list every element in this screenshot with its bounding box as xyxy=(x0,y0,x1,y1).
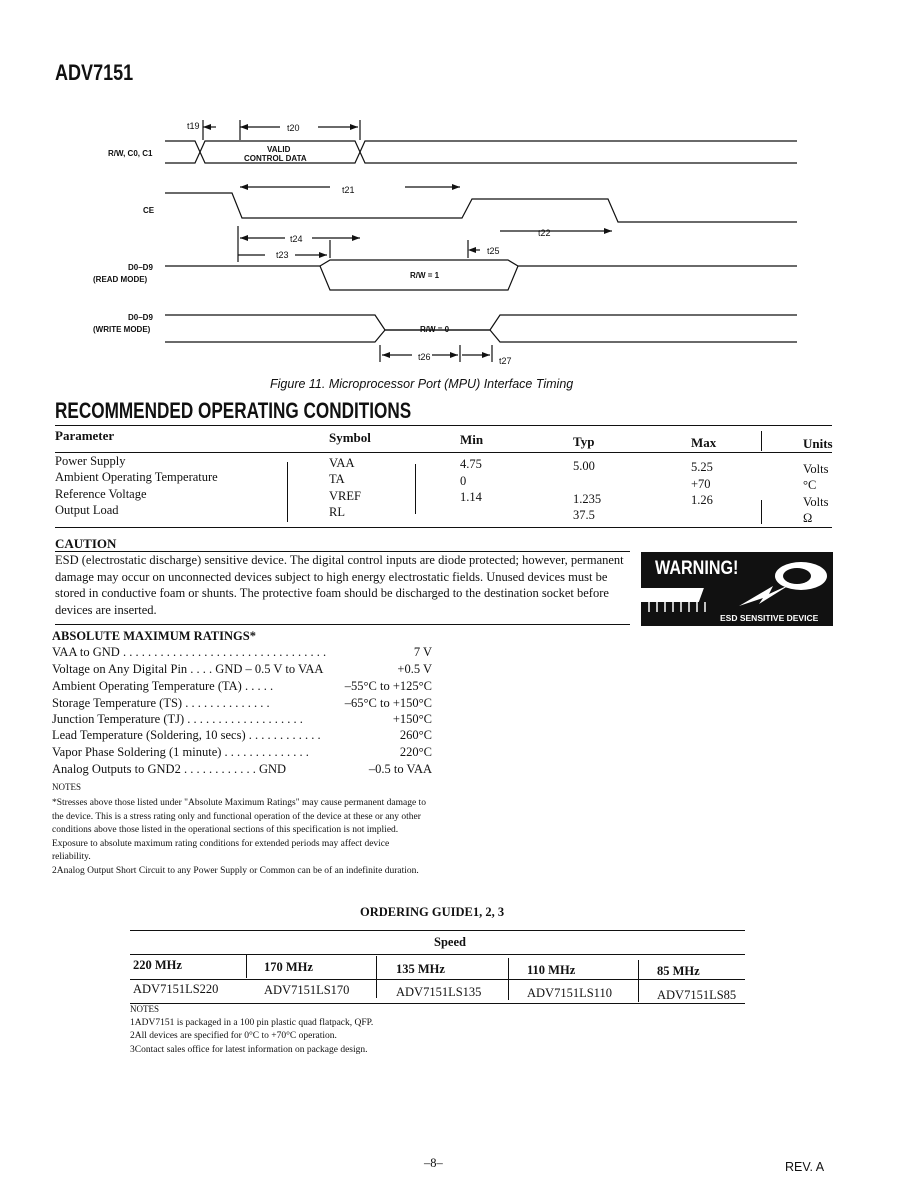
t19-label: t19 xyxy=(187,121,200,131)
roc-header-rule xyxy=(55,452,832,453)
figure-caption: Figure 11. Microprocessor Port (MPU) Interface Timing xyxy=(270,377,574,391)
roc-header-typ: Typ xyxy=(573,434,595,449)
roc-top-rule xyxy=(55,425,832,426)
roc-row-2-symbol: TA xyxy=(329,472,345,486)
amr-note-1: *Stresses above those listed under "Absolute Maximum Ratings" may cause permanent damage to the device. This is a stress rating only and functional operation of the device at these or any other conditions above those listed in the operational sections of this specification is not implied. Exposure to absolute maximum rating conditions for extended periods may affect device reliability. xyxy=(52,798,426,863)
og-notes-title: NOTES xyxy=(130,1004,159,1014)
og-speed-4: 110 MHz xyxy=(527,963,576,977)
og-speed-rule xyxy=(130,979,745,980)
og-speed-header: Speed xyxy=(434,935,466,949)
og-speed-5: 85 MHz xyxy=(657,964,700,978)
roc-row-3-typ: 1.235 xyxy=(573,492,602,506)
t26-label: t26 xyxy=(418,352,431,362)
amr-row: Vapor Phase Soldering (1 minute) . . . . . . . . . . . . . . 220°C xyxy=(52,745,432,759)
og-part-2: ADV7151LS170 xyxy=(264,983,350,997)
warning-label: WARNING! xyxy=(655,558,739,579)
valid-label-1: VALID xyxy=(267,145,291,154)
dwrite-signal-top xyxy=(165,315,797,330)
og-note-3: 3Contact sales office for latest information on package design. xyxy=(130,1044,368,1055)
dwrite-label-1: D0–D9 xyxy=(128,313,153,322)
roc-row-4-units: Ω xyxy=(803,511,813,525)
og-note-2: 2All devices are specified for 0°C to +70°C operation. xyxy=(130,1031,337,1041)
roc-row-3-units: Volts xyxy=(803,495,829,509)
roc-row-3-symbol: VREF xyxy=(329,489,361,503)
part-number-heading: ADV7151 xyxy=(55,60,134,85)
roc-divider-2 xyxy=(415,464,416,514)
roc-row-3-parameter: Reference Voltage xyxy=(55,487,147,501)
roc-row-4-symbol: RL xyxy=(329,505,345,519)
timing-diagram xyxy=(0,0,918,400)
dwrite-signal-bottom xyxy=(165,330,797,342)
t23-label: t23 xyxy=(276,250,289,260)
og-note-1: 1ADV7151 is packaged in a 100 pin plastic quad flatpack, QFP. xyxy=(130,1017,374,1028)
roc-row-3-max: 1.26 xyxy=(691,493,713,507)
amr-row: Ambient Operating Temperature (TA) . . . . . –55°C to +125°C xyxy=(52,679,432,693)
amr-row: Junction Temperature (TJ) . . . . . . . . . . . . . . . . . . . +150°C xyxy=(52,712,432,726)
og-divider-2 xyxy=(376,956,377,998)
og-divider-1 xyxy=(246,954,247,978)
dread-label-2: (READ MODE) xyxy=(93,275,148,284)
og-divider-3 xyxy=(508,958,509,1000)
t22-label: t22 xyxy=(538,228,551,238)
roc-row-1-min: 4.75 xyxy=(460,457,482,471)
og-speed-1: 220 MHz xyxy=(133,958,182,972)
revision: REV. A xyxy=(785,1160,825,1174)
og-notes xyxy=(130,1003,550,1057)
roc-divider-3 xyxy=(761,431,762,451)
roc-row-1-typ: 5.00 xyxy=(573,459,595,473)
caution-text: ESD (electrostatic discharge) sensitive device. The digital control inputs are diode protected; however, permanent damage may occur on unconnected devices subject to high energy electrostatic fields. Unused devices must be stored in conductive foam or shunts. The protective foam should be discharged to the destination socket before devices are inserted. xyxy=(55,553,624,617)
roc-header-units: Units xyxy=(803,436,833,451)
roc-row-2-parameter: Ambient Operating Temperature xyxy=(55,470,218,484)
og-part-5: ADV7151LS85 xyxy=(657,988,737,1002)
amr-note-2: 2Analog Output Short Circuit to any Power Supply or Common can be of an indefinite duration. xyxy=(52,865,419,876)
ordering-guide-title: ORDERING GUIDE1, 2, 3 xyxy=(360,905,505,919)
roc-row-4-typ: 37.5 xyxy=(573,508,595,522)
og-part-4: ADV7151LS110 xyxy=(527,986,612,1000)
rw-read-label: R/W = 1 xyxy=(410,271,440,280)
amr-row: Analog Outputs to GND2 . . . . . . . . . . . . GND –0.5 to VAA xyxy=(52,762,432,776)
og-divider-4 xyxy=(638,960,639,1002)
og-speed-2: 170 MHz xyxy=(264,960,313,974)
roc-row-2-units: °C xyxy=(803,478,817,492)
amr-notes xyxy=(52,797,430,879)
roc-header-symbol: Symbol xyxy=(329,430,371,445)
t27-label: t27 xyxy=(499,356,512,366)
amr-row: Lead Temperature (Soldering, 10 secs) . . . . . . . . . . . . 260°C xyxy=(52,728,432,742)
t21-label: t21 xyxy=(342,185,355,195)
og-part-1: ADV7151LS220 xyxy=(133,982,219,996)
warning-sublabel: ESD SENSITIVE DEVICE xyxy=(720,613,819,623)
roc-row-1-symbol: VAA xyxy=(329,456,355,470)
t24-label: t24 xyxy=(290,234,303,244)
roc-row-3-min: 1.14 xyxy=(460,490,482,504)
og-top-rule xyxy=(130,930,745,931)
caution-bottom-rule xyxy=(55,624,630,625)
valid-label-2: CONTROL DATA xyxy=(244,154,307,163)
roc-bottom-rule xyxy=(55,527,832,528)
t20-label: t20 xyxy=(287,123,300,133)
amr-row: Voltage on Any Digital Pin . . . . GND – 0.5 V to VAA +0.5 V xyxy=(52,662,432,676)
roc-header-max: Max xyxy=(691,435,717,450)
dread-signal-top xyxy=(320,260,797,266)
rw-write-label: R/W = 0 xyxy=(420,325,450,334)
roc-row-1-max: 5.25 xyxy=(691,460,713,474)
roc-header-min: Min xyxy=(460,432,484,447)
og-header-rule xyxy=(130,954,745,955)
ce-label: CE xyxy=(143,206,155,215)
amr-title: ABSOLUTE MAXIMUM RATINGS* xyxy=(52,629,256,643)
roc-row-2-min: 0 xyxy=(460,474,467,488)
t25-label: t25 xyxy=(487,246,500,256)
amr-row: VAA to GND . . . . . . . . . . . . . . . . . . . . . . . . . . . . . . . . . 7 V xyxy=(52,645,432,659)
og-speed-3: 135 MHz xyxy=(396,962,445,976)
roc-row-1-units: Volts xyxy=(803,462,829,476)
roc-row-1-parameter: Power Supply xyxy=(55,454,126,468)
rw-label: R/W, C0, C1 xyxy=(108,149,153,158)
amr-row: Storage Temperature (TS) . . . . . . . . . . . . . . –65°C to +150°C xyxy=(52,696,432,710)
roc-divider-4 xyxy=(761,500,762,524)
ce-signal xyxy=(165,193,797,222)
roc-header-parameter: Parameter xyxy=(55,428,115,443)
roc-divider-1 xyxy=(287,462,288,522)
roc-title: RECOMMENDED OPERATING CONDITIONS xyxy=(55,398,412,423)
page-number: –8– xyxy=(424,1156,443,1170)
caution-title: CAUTION xyxy=(55,536,117,551)
amr-notes-title: NOTES xyxy=(52,782,81,792)
roc-row-2-max: +70 xyxy=(691,477,711,491)
og-part-3: ADV7151LS135 xyxy=(396,985,482,999)
roc-row-4-parameter: Output Load xyxy=(55,503,119,517)
dwrite-label-2: (WRITE MODE) xyxy=(93,325,151,334)
dread-label-1: D0–D9 xyxy=(128,263,153,272)
